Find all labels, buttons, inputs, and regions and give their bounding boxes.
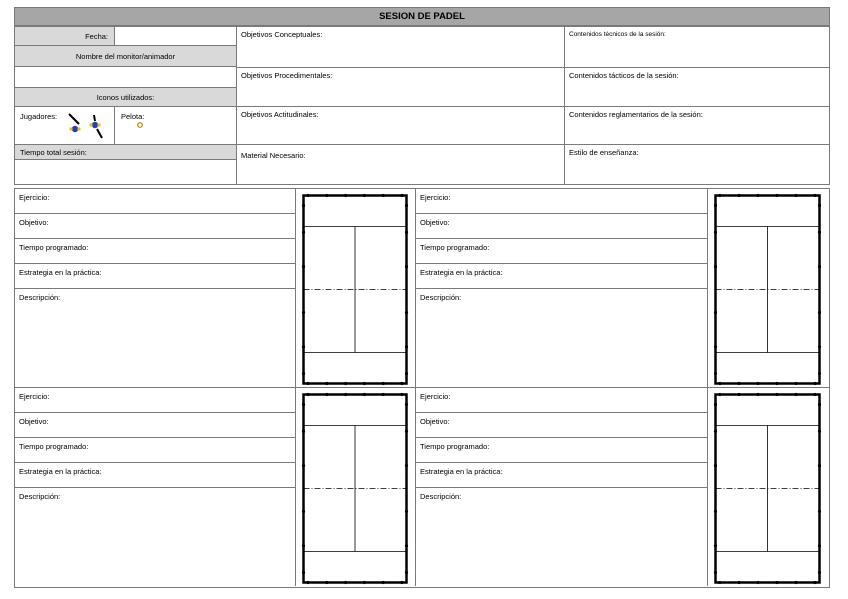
wall-post	[737, 393, 740, 396]
wall-post	[737, 194, 740, 197]
obj-procedimentales-label: Objetivos Procedimentales:	[241, 71, 333, 80]
wall-post	[718, 581, 721, 584]
row-divider	[415, 412, 707, 413]
wall-post	[382, 382, 385, 385]
field-label-tiempo[interactable]: Tiempo programado:	[420, 442, 490, 451]
wall-post	[794, 581, 797, 584]
wall-post	[714, 311, 717, 314]
wall-post	[405, 311, 408, 314]
row-divider	[415, 238, 707, 239]
field-label-estrategia[interactable]: Estrategia en la práctica:	[19, 467, 102, 476]
wall-post	[405, 231, 408, 234]
wall-post	[775, 393, 778, 396]
padel-court-diagram	[714, 194, 821, 385]
wall-post	[813, 581, 816, 584]
cont-reglamentarios-cell[interactable]	[564, 106, 830, 145]
wall-post	[405, 204, 408, 207]
wall-post	[363, 393, 366, 396]
wall-post	[714, 231, 717, 234]
wall-post	[344, 393, 347, 396]
row-divider	[14, 437, 295, 438]
wall-post	[714, 464, 717, 467]
field-label-objetivo[interactable]: Objetivo:	[19, 218, 49, 227]
row-divider	[415, 462, 707, 463]
wall-post	[714, 571, 717, 574]
row-divider	[415, 263, 707, 264]
monitor-label-cell	[14, 45, 237, 67]
wall-post	[302, 571, 305, 574]
wall-post	[718, 393, 721, 396]
wall-post	[325, 393, 328, 396]
wall-post	[818, 372, 821, 375]
wall-post	[714, 510, 717, 513]
field-label-tiempo[interactable]: Tiempo programado:	[19, 442, 89, 451]
padel-court-diagram	[302, 393, 408, 584]
wall-post	[400, 194, 403, 197]
wall-post	[813, 382, 816, 385]
wall-post	[737, 382, 740, 385]
row-divider	[14, 263, 295, 264]
tiempo-label-cell	[14, 144, 237, 160]
diagram-divider	[295, 188, 296, 387]
wall-post	[405, 430, 408, 433]
cont-tecnicos-cell[interactable]	[564, 26, 830, 68]
row-divider	[14, 412, 295, 413]
wall-post	[363, 382, 366, 385]
session-title: SESION DE PADEL	[14, 7, 830, 26]
wall-post	[405, 345, 408, 348]
wall-post	[756, 581, 759, 584]
padel-court-diagram	[714, 393, 821, 584]
iconos-label-cell	[14, 87, 237, 107]
wall-post	[714, 372, 717, 375]
wall-post	[756, 194, 759, 197]
wall-post	[718, 382, 721, 385]
field-label-tiempo[interactable]: Tiempo programado:	[420, 243, 490, 252]
field-label-ejercicio[interactable]: Ejercicio:	[19, 193, 50, 202]
wall-post	[714, 345, 717, 348]
wall-post	[302, 403, 305, 406]
wall-post	[400, 382, 403, 385]
wall-post	[363, 194, 366, 197]
wall-post	[756, 393, 759, 396]
row-divider	[14, 487, 295, 488]
wall-post	[813, 393, 816, 396]
field-label-tiempo[interactable]: Tiempo programado:	[19, 243, 89, 252]
obj-conceptuales-label: Objetivos Conceptuales:	[241, 30, 323, 39]
cont-tacticos-label: Contenidos tácticos de la sesión:	[569, 71, 679, 80]
cont-tacticos-cell[interactable]	[564, 67, 830, 107]
fecha-label: Fecha:	[85, 32, 108, 41]
wall-post	[818, 571, 821, 574]
wall-post	[344, 581, 347, 584]
wall-post	[306, 194, 309, 197]
wall-post	[818, 403, 821, 406]
wall-post	[302, 430, 305, 433]
row-divider	[14, 288, 295, 289]
wall-post	[325, 194, 328, 197]
jugadores-cell	[14, 106, 115, 145]
wall-post	[818, 265, 821, 268]
field-label-ejercicio[interactable]: Ejercicio:	[420, 392, 451, 401]
monitor-label: Nombre del monitor/animador	[75, 52, 176, 61]
field-label-ejercicio[interactable]: Ejercicio:	[19, 392, 50, 401]
obj-actitudinales-cell[interactable]	[236, 106, 565, 145]
wall-post	[794, 382, 797, 385]
field-label-ejercicio[interactable]: Ejercicio:	[420, 193, 451, 202]
wall-post	[302, 510, 305, 513]
jugadores-label: Jugadores:	[20, 112, 58, 121]
wall-post	[405, 372, 408, 375]
wall-post	[818, 464, 821, 467]
wall-post	[818, 544, 821, 547]
fecha-input[interactable]	[114, 26, 237, 46]
obj-actitudinales-label: Objetivos Actitudinales:	[241, 110, 319, 119]
wall-post	[405, 403, 408, 406]
cont-reglamentarios-label: Contenidos reglamentarios de la sesión:	[569, 110, 703, 119]
wall-post	[382, 581, 385, 584]
wall-post	[302, 204, 305, 207]
pelota-cell	[114, 106, 237, 145]
estilo-cell[interactable]	[564, 144, 830, 185]
wall-post	[306, 393, 309, 396]
field-label-estrategia[interactable]: Estrategia en la práctica:	[420, 268, 503, 277]
diagram-divider	[707, 387, 708, 586]
field-label-objetivo[interactable]: Objetivo:	[19, 417, 49, 426]
wall-post	[325, 581, 328, 584]
wall-post	[302, 231, 305, 234]
wall-post	[775, 581, 778, 584]
wall-post	[818, 430, 821, 433]
wall-post	[718, 194, 721, 197]
wall-post	[818, 345, 821, 348]
wall-post	[714, 204, 717, 207]
row-divider	[415, 288, 707, 289]
pelota-label: Pelota:	[121, 112, 145, 121]
wall-post	[818, 231, 821, 234]
tiempo-input[interactable]	[14, 159, 237, 185]
wall-post	[344, 382, 347, 385]
field-label-descripcion[interactable]: Descripción:	[420, 293, 462, 302]
field-label-objetivo[interactable]: Objetivo:	[420, 218, 450, 227]
wall-post	[794, 393, 797, 396]
wall-post	[400, 393, 403, 396]
wall-post	[400, 581, 403, 584]
field-label-objetivo[interactable]: Objetivo:	[420, 417, 450, 426]
wall-post	[714, 403, 717, 406]
wall-post	[714, 265, 717, 268]
row-divider	[415, 213, 707, 214]
wall-post	[302, 311, 305, 314]
padel-court-diagram	[302, 194, 408, 385]
wall-post	[714, 430, 717, 433]
obj-conceptuales-cell[interactable]	[236, 26, 565, 68]
row-divider	[415, 487, 707, 488]
wall-post	[302, 544, 305, 547]
wall-post	[306, 382, 309, 385]
wall-post	[818, 311, 821, 314]
wall-post	[818, 204, 821, 207]
field-label-descripcion[interactable]: Descripción:	[420, 492, 462, 501]
obj-procedimentales-cell[interactable]	[236, 67, 565, 107]
estilo-label: Estilo de enseñanza:	[569, 148, 639, 157]
field-label-estrategia[interactable]: Estrategia en la práctica:	[19, 268, 102, 277]
tiempo-label: Tiempo total sesión:	[20, 148, 87, 157]
wall-post	[405, 510, 408, 513]
wall-post	[775, 382, 778, 385]
wall-post	[325, 382, 328, 385]
diagram-divider	[707, 188, 708, 387]
row-divider	[14, 238, 295, 239]
wall-post	[714, 544, 717, 547]
wall-post	[382, 393, 385, 396]
wall-post	[302, 345, 305, 348]
row-divider	[14, 213, 295, 214]
wall-post	[302, 372, 305, 375]
wall-post	[405, 544, 408, 547]
wall-post	[813, 194, 816, 197]
iconos-label: Iconos utilizados:	[96, 93, 155, 102]
fecha-label-cell	[14, 26, 115, 46]
wall-post	[794, 194, 797, 197]
monitor-input[interactable]	[14, 66, 237, 88]
wall-post	[756, 382, 759, 385]
field-label-estrategia[interactable]: Estrategia en la práctica:	[420, 467, 503, 476]
material-label: Material Necesario:	[241, 151, 306, 160]
field-label-descripcion[interactable]: Descripción:	[19, 492, 61, 501]
wall-post	[775, 194, 778, 197]
wall-post	[382, 194, 385, 197]
wall-post	[405, 571, 408, 574]
wall-post	[405, 265, 408, 268]
wall-post	[818, 510, 821, 513]
diagram-divider	[295, 387, 296, 586]
ball-icon	[136, 121, 146, 131]
field-label-descripcion[interactable]: Descripción:	[19, 293, 61, 302]
row-divider	[415, 437, 707, 438]
wall-post	[737, 581, 740, 584]
wall-post	[302, 265, 305, 268]
wall-post	[363, 581, 366, 584]
wall-post	[306, 581, 309, 584]
wall-post	[344, 194, 347, 197]
wall-post	[302, 464, 305, 467]
row-divider	[14, 462, 295, 463]
cont-tecnicos-label: Contenidos técnicos de la sesión:	[569, 31, 666, 38]
wall-post	[405, 464, 408, 467]
material-cell[interactable]	[236, 144, 565, 185]
